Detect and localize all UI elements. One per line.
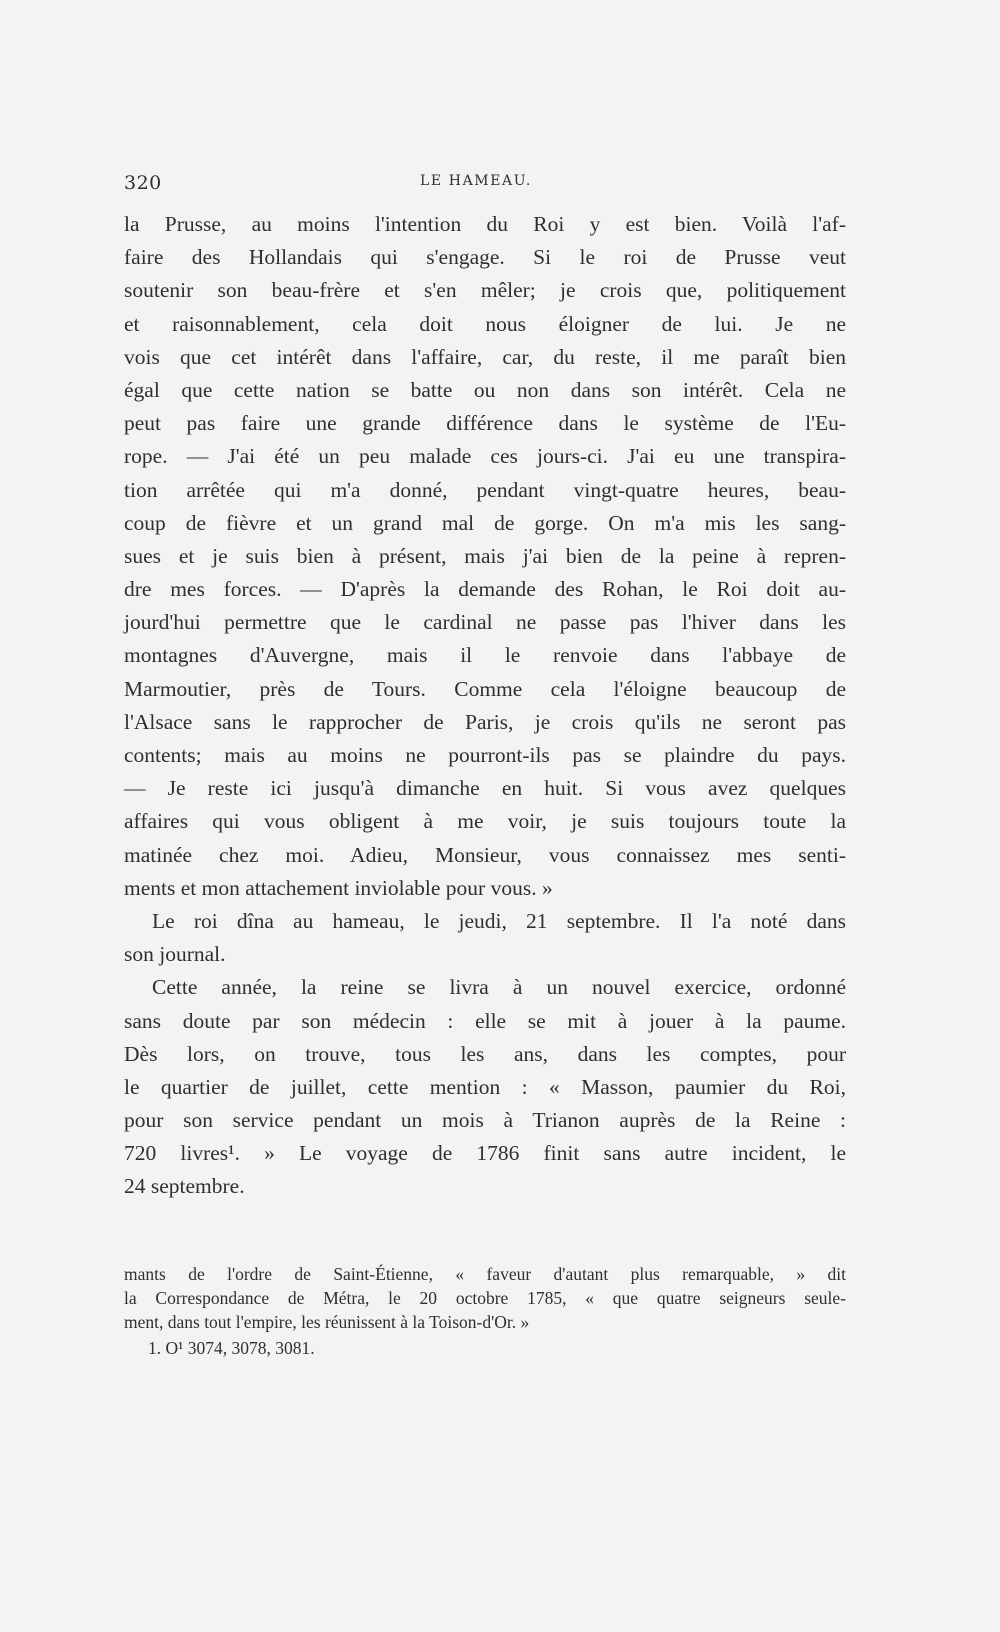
footnote-line: ment, dans tout l'empire, les réunissent à la Toison-d'Or. » [124,1312,530,1332]
text-line: Le roi dîna au hameau, le jeudi, 21 septembre. Il l'a noté dans [152,908,846,933]
text-line: faire des Hollandais qui s'engage. Si le roi de Prusse veut [124,245,846,270]
footnote-line: la Correspondance de Métra, le 20 octobre 1785, « que quatre seigneurs seule- [124,1288,846,1308]
text-line: Marmoutier, près de Tours. Comme cela l'éloigne beaucoup de [124,676,846,701]
text-line: rope. — J'ai été un peu malade ces jours-ci. J'ai eu une transpira- [124,444,846,469]
footnotes [124,1262,846,1360]
footnote-reference: 1. O¹ 3074, 3078, 3081. [148,1338,315,1358]
text-line: son journal. [124,942,226,967]
text-line: matinée chez moi. Adieu, Monsieur, vous connaissez mes senti- [124,842,846,867]
text-line: peut pas faire une grande différence dans le système de l'Eu- [124,411,846,436]
text-line: 24 septembre. [124,1174,245,1199]
text-line: Cette année, la reine se livra à un nouvel exercice, ordonné [152,975,846,1000]
running-title: LE HAMEAU. [420,173,532,189]
text-line: contents; mais au moins ne pourront-ils pas se plaindre du pays. [124,743,846,767]
text-line: sues et je suis bien à présent, mais j'ai bien de la peine à repren- [124,543,846,568]
text-line: 720 livres¹. » Le voyage de 1786 finit sans autre incident, le [124,1141,846,1166]
text-line: coup de fièvre et un grand mal de gorge. On m'a mis les sang- [124,510,846,535]
text-line: montagnes d'Auvergne, mais il le renvoie dans l'abbaye de [124,643,846,668]
page-header [124,172,844,200]
text-line: le quartier de juillet, cette mention : « Masson, paumier du Roi, [124,1074,846,1099]
text-line: l'Alsace sans le rapprocher de Paris, je crois qu'ils ne seront pas [124,709,846,734]
text-line: jourd'hui permettre que le cardinal ne passe pas l'hiver dans les [124,610,846,635]
text-line: et raisonnablement, cela doit nous éloigner de lui. Je ne [124,311,846,336]
text-line: sans doute par son médecin : elle se mit à jouer à la paume. [124,1008,846,1033]
text-line: égal que cette nation se batte ou non dans son intérêt. Cela ne [124,377,846,402]
text-line: affaires qui vous obligent à me voir, je suis toujours toute la [124,809,846,834]
text-line: la Prusse, au moins l'intention du Roi y est bien. Voilà l'af- [124,212,846,236]
text-line: Dès lors, on trouve, tous les ans, dans les comptes, pour [124,1041,846,1066]
page-number: 320 [124,172,162,194]
text-line: soutenir son beau-frère et s'en mêler; je crois que, politiquement [124,278,846,303]
text-line: tion arrêtée qui m'a donné, pendant vingt-quatre heures, beau- [124,477,846,502]
text-line: ments et mon attachement inviolable pour vous. » [124,875,553,900]
text-line: vois que cet intérêt dans l'affaire, car, du reste, il me paraît bien [124,344,846,369]
body-text [124,208,846,1204]
footnote-line: mants de l'ordre de Saint-Étienne, « faveur d'autant plus remarquable, » dit [124,1264,846,1284]
text-line: pour son service pendant un mois à Trianon auprès de la Reine : [124,1108,846,1133]
text-line: dre mes forces. — D'après la demande des Rohan, le Roi doit au- [124,577,846,602]
text-line: — Je reste ici jusqu'à dimanche en huit. Si vous avez quelques [124,776,846,801]
